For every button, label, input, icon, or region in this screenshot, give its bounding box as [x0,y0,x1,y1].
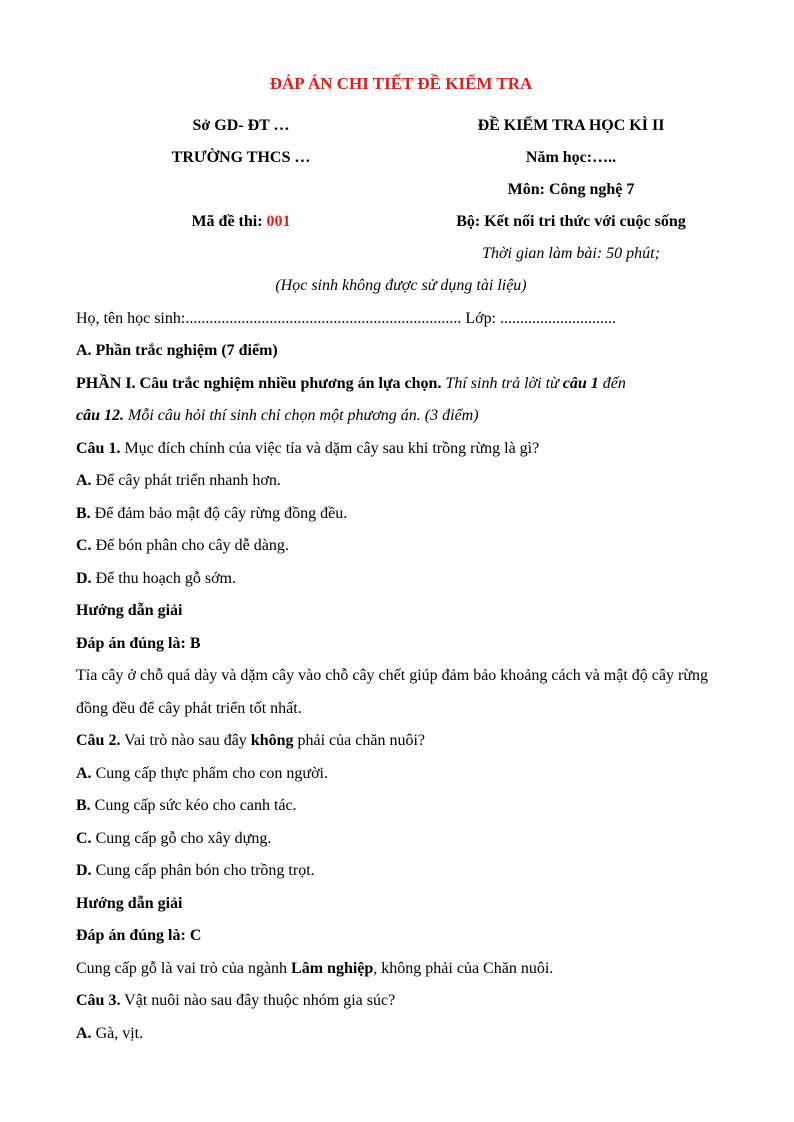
header-row-4 [76,206,726,238]
q1-option-c [76,530,726,563]
option-letter: D. [76,862,92,879]
q2-option-c [76,823,726,856]
q2-option-a [76,758,726,791]
q1-option-d [76,563,726,596]
q1-guide-title [76,595,726,628]
exam-note [76,270,726,303]
exam-code-label: Mã đề thi: [191,213,267,230]
question-2-label: Câu 2. [76,732,121,749]
option-letter: C. [76,537,92,554]
q2-option-b [76,790,726,823]
part1-bold-italic1: câu 1 [562,374,599,392]
exam-time: Thời gian làm bài: 50 phút; [482,245,660,262]
header-row-2 [76,142,726,174]
section-a-title [76,335,726,368]
header-row-1 [76,110,726,142]
q2-answer [76,920,726,953]
option-letter: B. [76,504,91,522]
section-a-text: A. Phần trắc nghiệm (7 điểm) [76,342,278,359]
question-1-text: Mục đích chính của việc tỉa và dặm cây sau khi trồng rừng là gì? [120,439,540,457]
exam-code [76,206,406,238]
q2-option-d [76,855,726,888]
option-text: Để thu hoạch gỗ sớm. [91,569,236,587]
option-letter: B. [76,797,91,814]
question-2-text-before: Vai trò nào sau đây [120,732,251,749]
option-text: Để đảm bảo mật độ cây rừng đồng đều. [90,504,348,522]
option-text: Để bón phân cho cây dễ dàng. [91,537,289,554]
option-letter: D. [76,569,92,587]
question-2-text-after: phải của chăn nuôi? [293,732,425,749]
option-text: Để cây phát triển nhanh hơn. [91,472,281,489]
q1-option-a [76,465,726,498]
header-row-5 [76,238,726,270]
question-1 [76,433,726,466]
exam-note-text: (Học sinh không được sử dụng tài liệu) [275,277,527,294]
part1-heading-line1 [76,368,726,401]
question-3 [76,985,726,1018]
exam-title: ĐỀ KIỂM TRA HỌC KÌ II [477,117,665,134]
student-info-line [76,303,726,336]
answer-text: Đáp án đúng là: B [76,634,201,652]
q1-answer [76,628,726,661]
part1-bold-italic2: câu 12. [76,407,124,424]
explanation-before: Cung cấp gỗ là vai trò của ngành [76,959,292,977]
department: Sở GD- ĐT … [192,117,290,134]
answer-text: Đáp án đúng là: C [76,927,202,944]
school-year: Năm học:….. [525,149,617,166]
school-name: TRƯỜNG THCS … [171,149,311,166]
option-text: Gà, vịt. [91,1024,144,1042]
option-text: Cung cấp phân bón cho trồng trọt. [91,862,315,879]
part1-heading-line2 [76,400,726,433]
option-letter: A. [76,472,92,489]
option-letter: A. [76,1024,92,1042]
question-1-label: Câu 1. [76,439,121,457]
student-class-label: Lớp: ............................. [461,309,617,327]
question-3-label: Câu 3. [76,992,121,1009]
option-text: Cung cấp thực phẩm cho con người. [91,764,328,782]
explanation-after: , không phải của Chăn nuôi. [373,959,554,977]
subject: Môn: Công nghệ 7 [507,181,635,198]
part1-italic2: đến [598,374,626,392]
q2-guide-title [76,888,726,921]
part1-italic3: Mỗi câu hỏi thí sinh chỉ chọn một phương án. (3 điểm) [124,407,479,424]
option-text: Cung cấp sức kéo cho canh tác. [90,797,297,814]
guide-title-text: Hướng dẫn giải [76,602,183,619]
question-2-text-bold: không [250,732,294,749]
question-3-text: Vật nuôi nào sau đây thuộc nhóm gia súc? [120,992,396,1009]
option-text: Cung cấp gỗ cho xây dựng. [91,829,272,847]
question-2 [76,725,726,758]
header-row-3 [76,174,726,206]
q2-explanation [76,953,726,986]
q3-option-a [76,1018,726,1051]
q1-option-b [76,498,726,531]
document-page [76,74,726,1050]
part1-italic1: Thí sinh trả lời từ [441,374,563,392]
q1-explanation: Tỉa cây ở chỗ quá dày và dặm cây vào chỗ cây chết giúp đảm bảo khoảng cách và mật độ cây rừng đồng đều để cây phát triển tốt nhất. [76,667,708,717]
part1-bold: PHẦN I. Câu trắc nghiệm nhiều phương án lựa chọn. [76,374,442,392]
explanation-bold: Lâm nghiệp [291,959,374,977]
option-letter: C. [76,829,92,847]
exam-code-value: 001 [266,213,291,230]
option-letter: A. [76,764,92,782]
student-name-label: Họ, tên học sinh:..................................................................... [76,309,462,327]
guide-title-text: Hướng dẫn giải [76,894,183,912]
book-series: Bộ: Kết nối tri thức với cuộc sống [456,213,686,230]
doc-title: ĐÁP ÁN CHI TIẾT ĐỀ KIỂM TRA [269,74,533,93]
